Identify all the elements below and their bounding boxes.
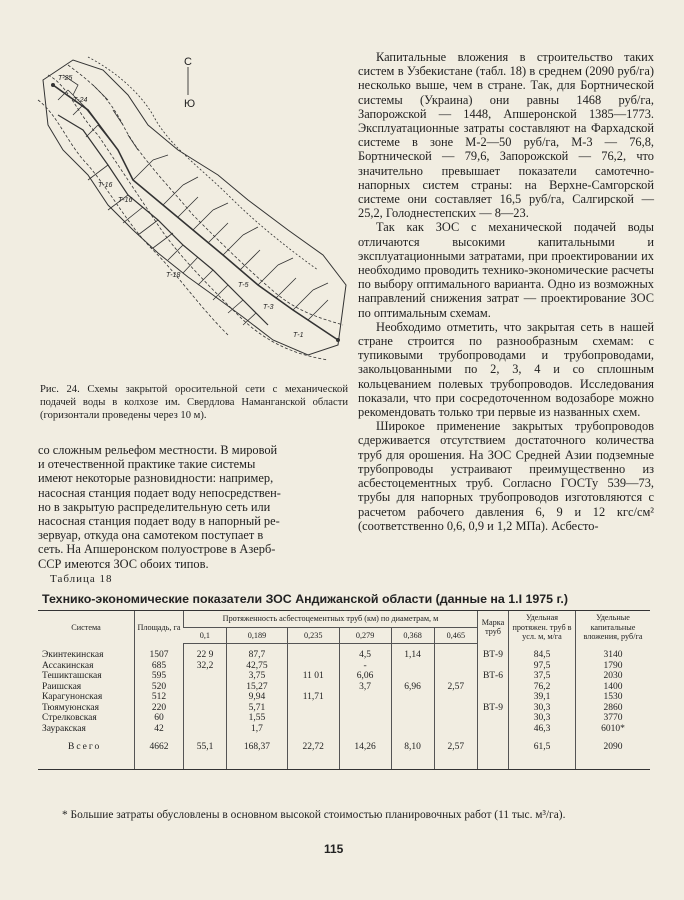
table-cell-d2: 3,75 <box>227 671 288 682</box>
table-cell-brand: ВТ-6 <box>478 671 509 682</box>
table-cell-d1 <box>184 671 227 682</box>
table-cell-d2: 87,7 <box>227 644 288 661</box>
table-cell-system: Всего <box>38 734 135 769</box>
table-row <box>38 644 650 661</box>
table-cell-brand <box>478 692 509 703</box>
table-cell-d4 <box>339 724 391 735</box>
col-header-diameter: 0,189 <box>227 627 288 644</box>
table-cell-area: 220 <box>135 703 184 714</box>
table-cell-d2: 1,55 <box>227 713 288 724</box>
table-cell-brand <box>478 682 509 693</box>
table-cell-system: Экинтекинская <box>42 649 104 660</box>
table-cell-area: 42 <box>135 724 184 735</box>
table-cell-d3 <box>287 682 339 693</box>
table-cell-d5: 8,10 <box>391 734 434 769</box>
col-header-system: Система <box>38 611 135 644</box>
table-cell-d4: 14,26 <box>339 734 391 769</box>
table-cell-d6 <box>434 692 477 703</box>
table-cell-d2: 168,37 <box>227 734 288 769</box>
left-column-text <box>38 443 346 571</box>
table-cell-d5 <box>391 692 434 703</box>
table-cell-d2: 9,94 <box>227 692 288 703</box>
table-cell-system: Тюямуюнская <box>42 702 100 713</box>
compass-north-label: С <box>184 56 192 68</box>
table-body <box>38 644 650 770</box>
text-line: со сложным рельефом местности. В мировой <box>38 443 278 457</box>
table-cell-spec-cost: 1790 <box>576 661 651 672</box>
table-cell-system: Раишская <box>42 681 82 692</box>
col-header-diameter: 0,465 <box>434 627 477 644</box>
table-cell-spec-len: 61,5 <box>509 734 576 769</box>
table-row <box>38 713 650 724</box>
table-cell-system: Карагунонская <box>42 692 103 702</box>
table-cell-brand: ВТ-9 <box>478 644 509 661</box>
table-cell-system: Ассакинская <box>42 660 94 671</box>
table-cell-d4: 3,7 <box>339 682 391 693</box>
table-cell-spec-len: 37,5 <box>509 671 576 682</box>
map-label: Т-5 <box>238 282 249 289</box>
table-footnote: * Большие затраты обусловлены в основном высокой стоимостью планировочных работ (11 тыс. м³/га). <box>62 809 566 821</box>
map-label: Т-24 <box>73 97 88 104</box>
text-line: сеть. На Апшеронском полуострове в Азерб- <box>38 542 276 557</box>
figure-caption: Рис. 24. Схемы закрытой оросительной сети с механической подачей воды в колхозе им. Свердлова Наманганской области (горизонтали проведены через 10 м). <box>40 384 348 421</box>
table-cell-system: Зауракская <box>42 723 86 734</box>
right-column-text <box>358 50 654 533</box>
irrigation-network-map <box>28 55 350 380</box>
table-cell-spec-cost: 1530 <box>576 692 651 703</box>
paragraph: Так как ЗОС с механической подачей воды отличаются высокими капитальными и эксплуатационными затратами, при проектировании их необходимо проводить технико-экономические расчеты по выбору оптимального варианта. Одно из возможных направлений снижения затрат — проектирование ЗОС по оптимальным схемам. <box>358 220 654 320</box>
table-cell-spec-len: 84,5 <box>509 644 576 661</box>
table-cell-d2: 42,75 <box>227 661 288 672</box>
map-label: Т-16 <box>118 197 133 204</box>
col-header-length-group: Протяженность асбестоцементных труб (км) по диаметрам, м <box>184 611 478 628</box>
table-cell-d6 <box>434 644 477 661</box>
table-cell-spec-len: 46,3 <box>509 724 576 735</box>
table-cell-d3 <box>287 644 339 661</box>
page-number: 115 <box>324 842 344 856</box>
table-cell-d1 <box>184 682 227 693</box>
compass-south-label: Ю <box>184 98 196 110</box>
table-cell-area: 595 <box>135 671 184 682</box>
paragraph: Широкое применение закрытых трубопроводов сдерживается отсутствием достаточного количества труб для орошения. На ЗОС Средней Азии подземные трубопроводы устраивают преимущественно из асбестоцементных труб. Согласно ГОСТу 539—73, трубы для напорных трубопроводов изготовляются с расчетом рабочего давления 6, 9 и 12 кгс/см² (соответственно 0,6, 0,9 и 1,2 МПа). Асбесто- <box>358 419 654 533</box>
table-cell-d3 <box>287 661 339 672</box>
table-cell-spec-cost: 2030 <box>576 671 651 682</box>
table-cell-brand <box>478 724 509 735</box>
text-line: ССР имеются ЗОС обоих типов. <box>38 556 209 571</box>
table-cell-d5 <box>391 713 434 724</box>
table-cell-brand <box>478 713 509 724</box>
table-cell-system: Тешикташская <box>42 671 102 681</box>
table-cell-d6 <box>434 671 477 682</box>
table-cell-d1: 32,2 <box>184 661 227 672</box>
table-cell-d6 <box>434 713 477 724</box>
table-cell-system: Стрелковская <box>42 713 97 723</box>
table-row <box>38 734 650 769</box>
table-cell-area: 512 <box>135 692 184 703</box>
table-cell-brand: ВТ-9 <box>478 703 509 714</box>
text-line: и отечественной практике такие системы <box>38 457 256 472</box>
table-row <box>38 724 650 735</box>
table-cell-d3 <box>287 713 339 724</box>
table-cell-d5 <box>391 724 434 735</box>
table-row <box>38 703 650 714</box>
map-label: Т-25 <box>58 75 73 82</box>
text-line: имеют некоторые разновидности: например, <box>38 471 274 486</box>
col-header-diameter: 0,235 <box>287 627 339 644</box>
col-header-area: Площадь, га <box>135 611 184 644</box>
table-cell-d4: - <box>339 661 391 672</box>
table-cell-brand <box>478 734 509 769</box>
table-cell-spec-cost: 2090 <box>576 734 651 769</box>
table-cell-spec-cost: 1400 <box>576 682 651 693</box>
table-cell-d4: 4,5 <box>339 644 391 661</box>
table-cell-area: 4662 <box>135 734 184 769</box>
table-cell-area: 60 <box>135 713 184 724</box>
table-cell-d3 <box>287 724 339 735</box>
table-row <box>38 682 650 693</box>
text-line: но в закрытую распределительную сеть или <box>38 499 271 514</box>
table-cell-d4: 6,06 <box>339 671 391 682</box>
col-header-diameter: 0,1 <box>184 627 227 644</box>
table-cell-spec-len: 76,2 <box>509 682 576 693</box>
paragraph: Капитальные вложения в строительство таких систем в Узбекистане (табл. 18) в среднем (2090 руб/га) несколько выше, чем в стране. Так, для Бортнической системы (Украина) они равны 1468 руб/га, Запорожской — 1448, Апшеронской 1385—1773. Эксплуатационные затраты составляют на Фархадской системе в зоне М-2—50 руб/га, М-3 — 76,8, Бортнической — 79,6, Запорожской — 76,2, что значительно превышает показатели самотечно-напорных систем страны: на Верхне-Самгорской системе они составляет 16,5 руб/га, Салгирской — 25,2, Голоднестепских — 8—23. <box>358 50 654 221</box>
table-cell-d5 <box>391 661 434 672</box>
table-cell-d1: 22 9 <box>184 644 227 661</box>
table-cell-spec-len: 97,5 <box>509 661 576 672</box>
text-line: насосная станция подает воду непосредствен- <box>38 485 281 500</box>
col-header-specific-length: Удельная протяжен. труб в усл. м, м/га <box>509 611 576 644</box>
table-cell-area: 1507 <box>135 644 184 661</box>
table-cell-area: 685 <box>135 661 184 672</box>
table-row <box>38 661 650 672</box>
table-cell-d3: 11 01 <box>287 671 339 682</box>
text-line: зервуар, откуда она самотеком поступает в <box>38 528 264 543</box>
table-cell-d2: 1,7 <box>227 724 288 735</box>
paragraph: Необходимо отметить, что закрытая сеть в нашей стране строится по разнообразным схемам: с тупиковыми трубопроводами и трубопроводами, закольцованными по 2, 3, 4 и со сплошным кольцеванием полевых трубопроводов. Исследования показали, что при сосредоточенном водозаборе можно рекомендовать только три первые из названных схем. <box>358 319 654 420</box>
table-cell-area: 520 <box>135 682 184 693</box>
table-label: Таблица 18 <box>50 573 113 585</box>
table-cell-d6: 2,57 <box>434 734 477 769</box>
table-cell-d4 <box>339 703 391 714</box>
col-header-specific-cost: Удельные капитальные вложения, руб/га <box>576 611 651 644</box>
table-title: Технико-экономические показатели ЗОС Андижанской области (данные на 1.I 1975 г.) <box>42 592 568 606</box>
data-table <box>38 610 650 770</box>
table-cell-d6 <box>434 661 477 672</box>
table-cell-spec-cost: 3140 <box>576 644 651 661</box>
table-cell-d4 <box>339 713 391 724</box>
table-cell-d1 <box>184 724 227 735</box>
table-cell-spec-len: 39,1 <box>509 692 576 703</box>
table-cell-d3: 11,71 <box>287 692 339 703</box>
table-cell-d1: 55,1 <box>184 734 227 769</box>
table-cell-d2: 5,71 <box>227 703 288 714</box>
table-cell-d3 <box>287 703 339 714</box>
table-cell-d6: 2,57 <box>434 682 477 693</box>
table-cell-d4 <box>339 692 391 703</box>
table-cell-spec-len: 30,3 <box>509 713 576 724</box>
table-cell-d6 <box>434 724 477 735</box>
table-cell-spec-cost: 3770 <box>576 713 651 724</box>
table-cell-brand <box>478 661 509 672</box>
table-cell-spec-len: 30,3 <box>509 703 576 714</box>
table-cell-spec-cost: 6010* <box>576 724 651 735</box>
map-label: Т-18 <box>166 272 181 279</box>
text-line: насосная станция подает воду в напорный ре- <box>38 514 280 529</box>
table-row <box>38 692 650 703</box>
map-label: Т-16 <box>98 182 113 189</box>
table-row <box>38 671 650 682</box>
col-header-diameter: 0,279 <box>339 627 391 644</box>
table-cell-d6 <box>434 703 477 714</box>
table-cell-d5 <box>391 703 434 714</box>
table-cell-d1 <box>184 713 227 724</box>
table-cell-d1 <box>184 692 227 703</box>
map-label: Т-3 <box>263 304 274 311</box>
table-cell-d1 <box>184 703 227 714</box>
table-cell-spec-cost: 2860 <box>576 703 651 714</box>
col-header-brand: Марка труб <box>478 611 509 644</box>
col-header-diameter: 0,368 <box>391 627 434 644</box>
table-cell-d5: 6,96 <box>391 682 434 693</box>
table-cell-d3: 22,72 <box>287 734 339 769</box>
table-cell-d2: 15,27 <box>227 682 288 693</box>
table-cell-d5 <box>391 671 434 682</box>
map-label: Т-1 <box>293 332 304 339</box>
table-cell-d5: 1,14 <box>391 644 434 661</box>
